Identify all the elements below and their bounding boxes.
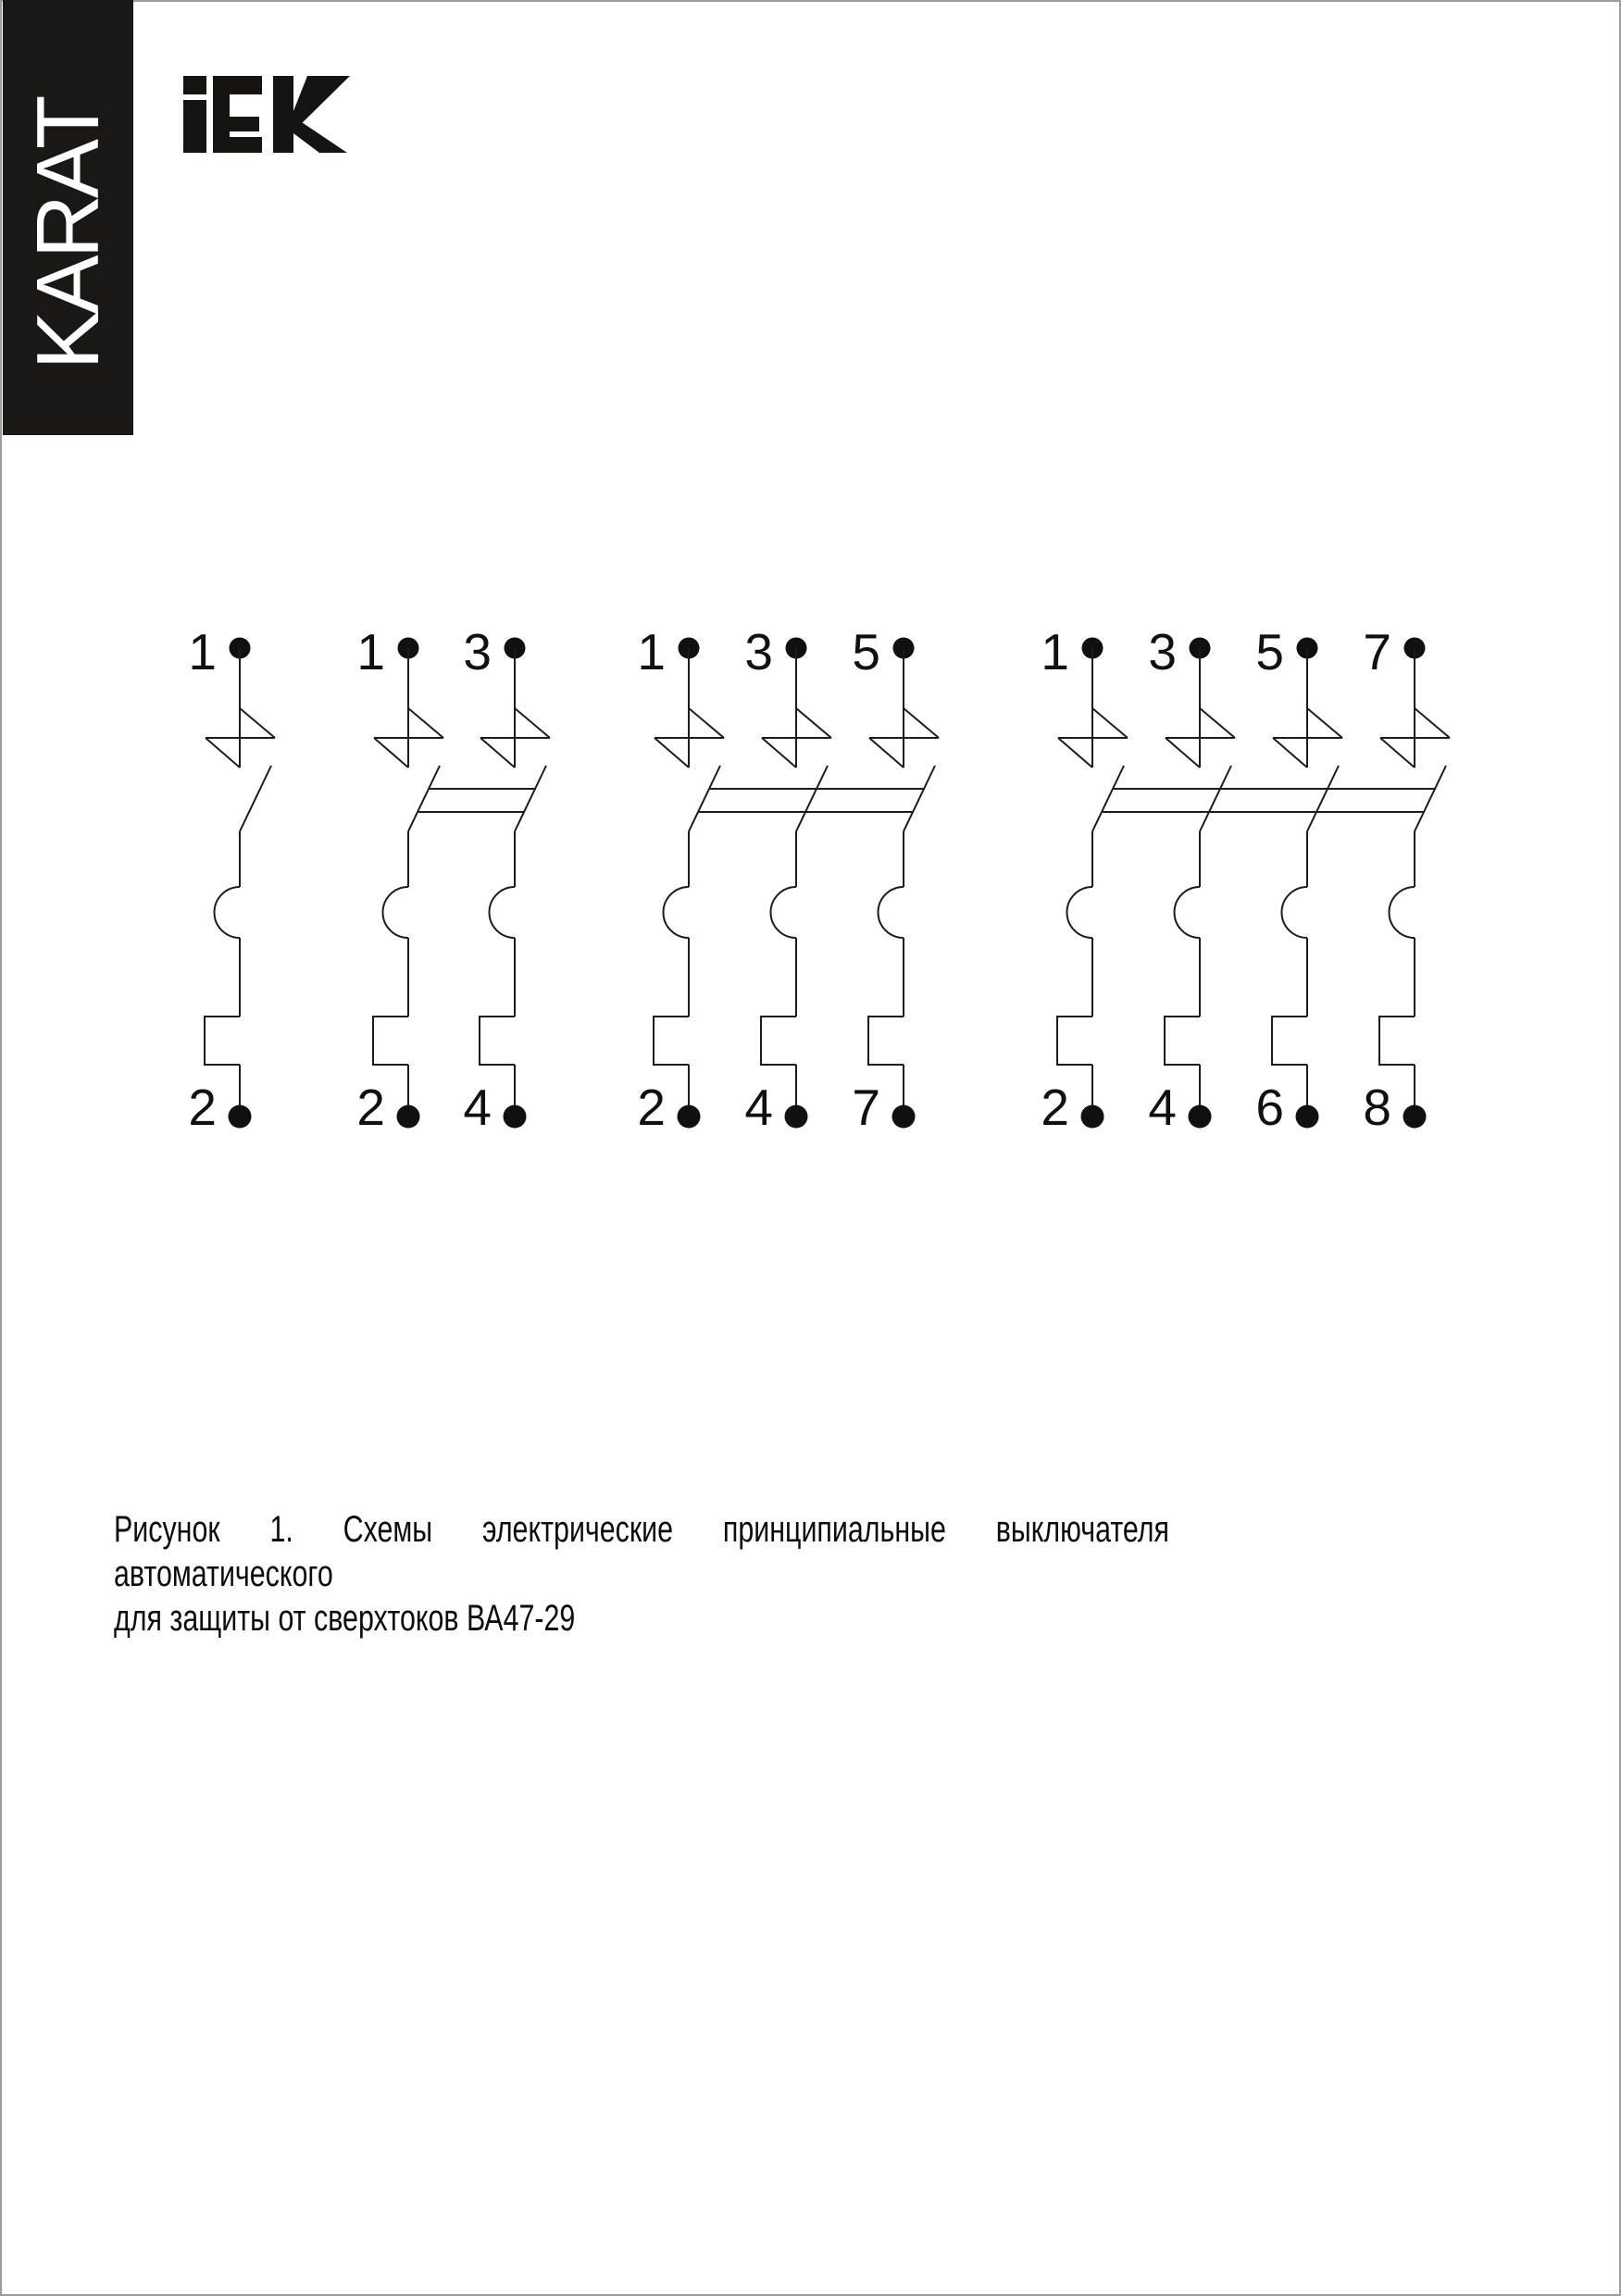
diagram-3-3-pole-breaker bbox=[637, 623, 939, 1136]
pole-linkage-crossbar bbox=[1103, 789, 1436, 812]
terminal-label-bottom: 2 bbox=[637, 1079, 666, 1136]
terminal-label-bottom: 2 bbox=[1041, 1079, 1069, 1136]
terminal-label-top: 3 bbox=[744, 623, 773, 680]
breaker-pole bbox=[1363, 623, 1450, 1136]
terminal-label-bottom: 2 bbox=[188, 1079, 217, 1136]
breaker-pole bbox=[1255, 623, 1342, 1136]
breaker-pole bbox=[744, 623, 831, 1136]
terminal-label-bottom: 6 bbox=[1255, 1079, 1284, 1136]
diagram-1-1-pole-breaker bbox=[188, 623, 275, 1136]
figure-caption-line2: для защиты от сверхтоков ВА47-29 bbox=[114, 1598, 576, 1639]
terminal-label-bottom: 4 bbox=[744, 1079, 773, 1136]
breaker-pole bbox=[852, 623, 939, 1136]
terminal-label-top: 3 bbox=[463, 623, 492, 680]
terminal-label-bottom: 4 bbox=[463, 1079, 492, 1136]
terminal-label-top: 1 bbox=[1041, 623, 1069, 680]
breaker-pole bbox=[356, 623, 443, 1136]
diagram-4-4-pole-breaker bbox=[1041, 623, 1450, 1136]
terminal-label-bottom: 7 bbox=[852, 1079, 880, 1136]
terminal-label-bottom: 4 bbox=[1148, 1079, 1177, 1136]
figure-caption bbox=[114, 1507, 1169, 1641]
terminal-label-top: 1 bbox=[637, 623, 666, 680]
terminal-label-bottom: 2 bbox=[356, 1079, 385, 1136]
terminal-label-top: 3 bbox=[1148, 623, 1177, 680]
terminal-label-top: 7 bbox=[1363, 623, 1391, 680]
pole-linkage-crossbar bbox=[418, 789, 536, 812]
breaker-pole bbox=[637, 623, 724, 1136]
terminal-label-bottom: 8 bbox=[1363, 1079, 1391, 1136]
figure-caption-line1: Рисунок 1. Схемы электрические принципиальные выключателя автоматического bbox=[114, 1509, 1169, 1594]
breaker-pole bbox=[188, 623, 275, 1136]
karat-brand-text: KARAT bbox=[18, 98, 118, 370]
terminal-label-top: 1 bbox=[188, 623, 217, 680]
breaker-pole bbox=[1041, 623, 1128, 1136]
terminal-label-top: 5 bbox=[1255, 623, 1284, 680]
diagram-2-2-pole-breaker bbox=[356, 623, 550, 1136]
terminal-label-top: 1 bbox=[356, 623, 385, 680]
terminal-label-top: 5 bbox=[852, 623, 880, 680]
breaker-pole bbox=[1148, 623, 1235, 1136]
breaker-pole bbox=[463, 623, 550, 1136]
